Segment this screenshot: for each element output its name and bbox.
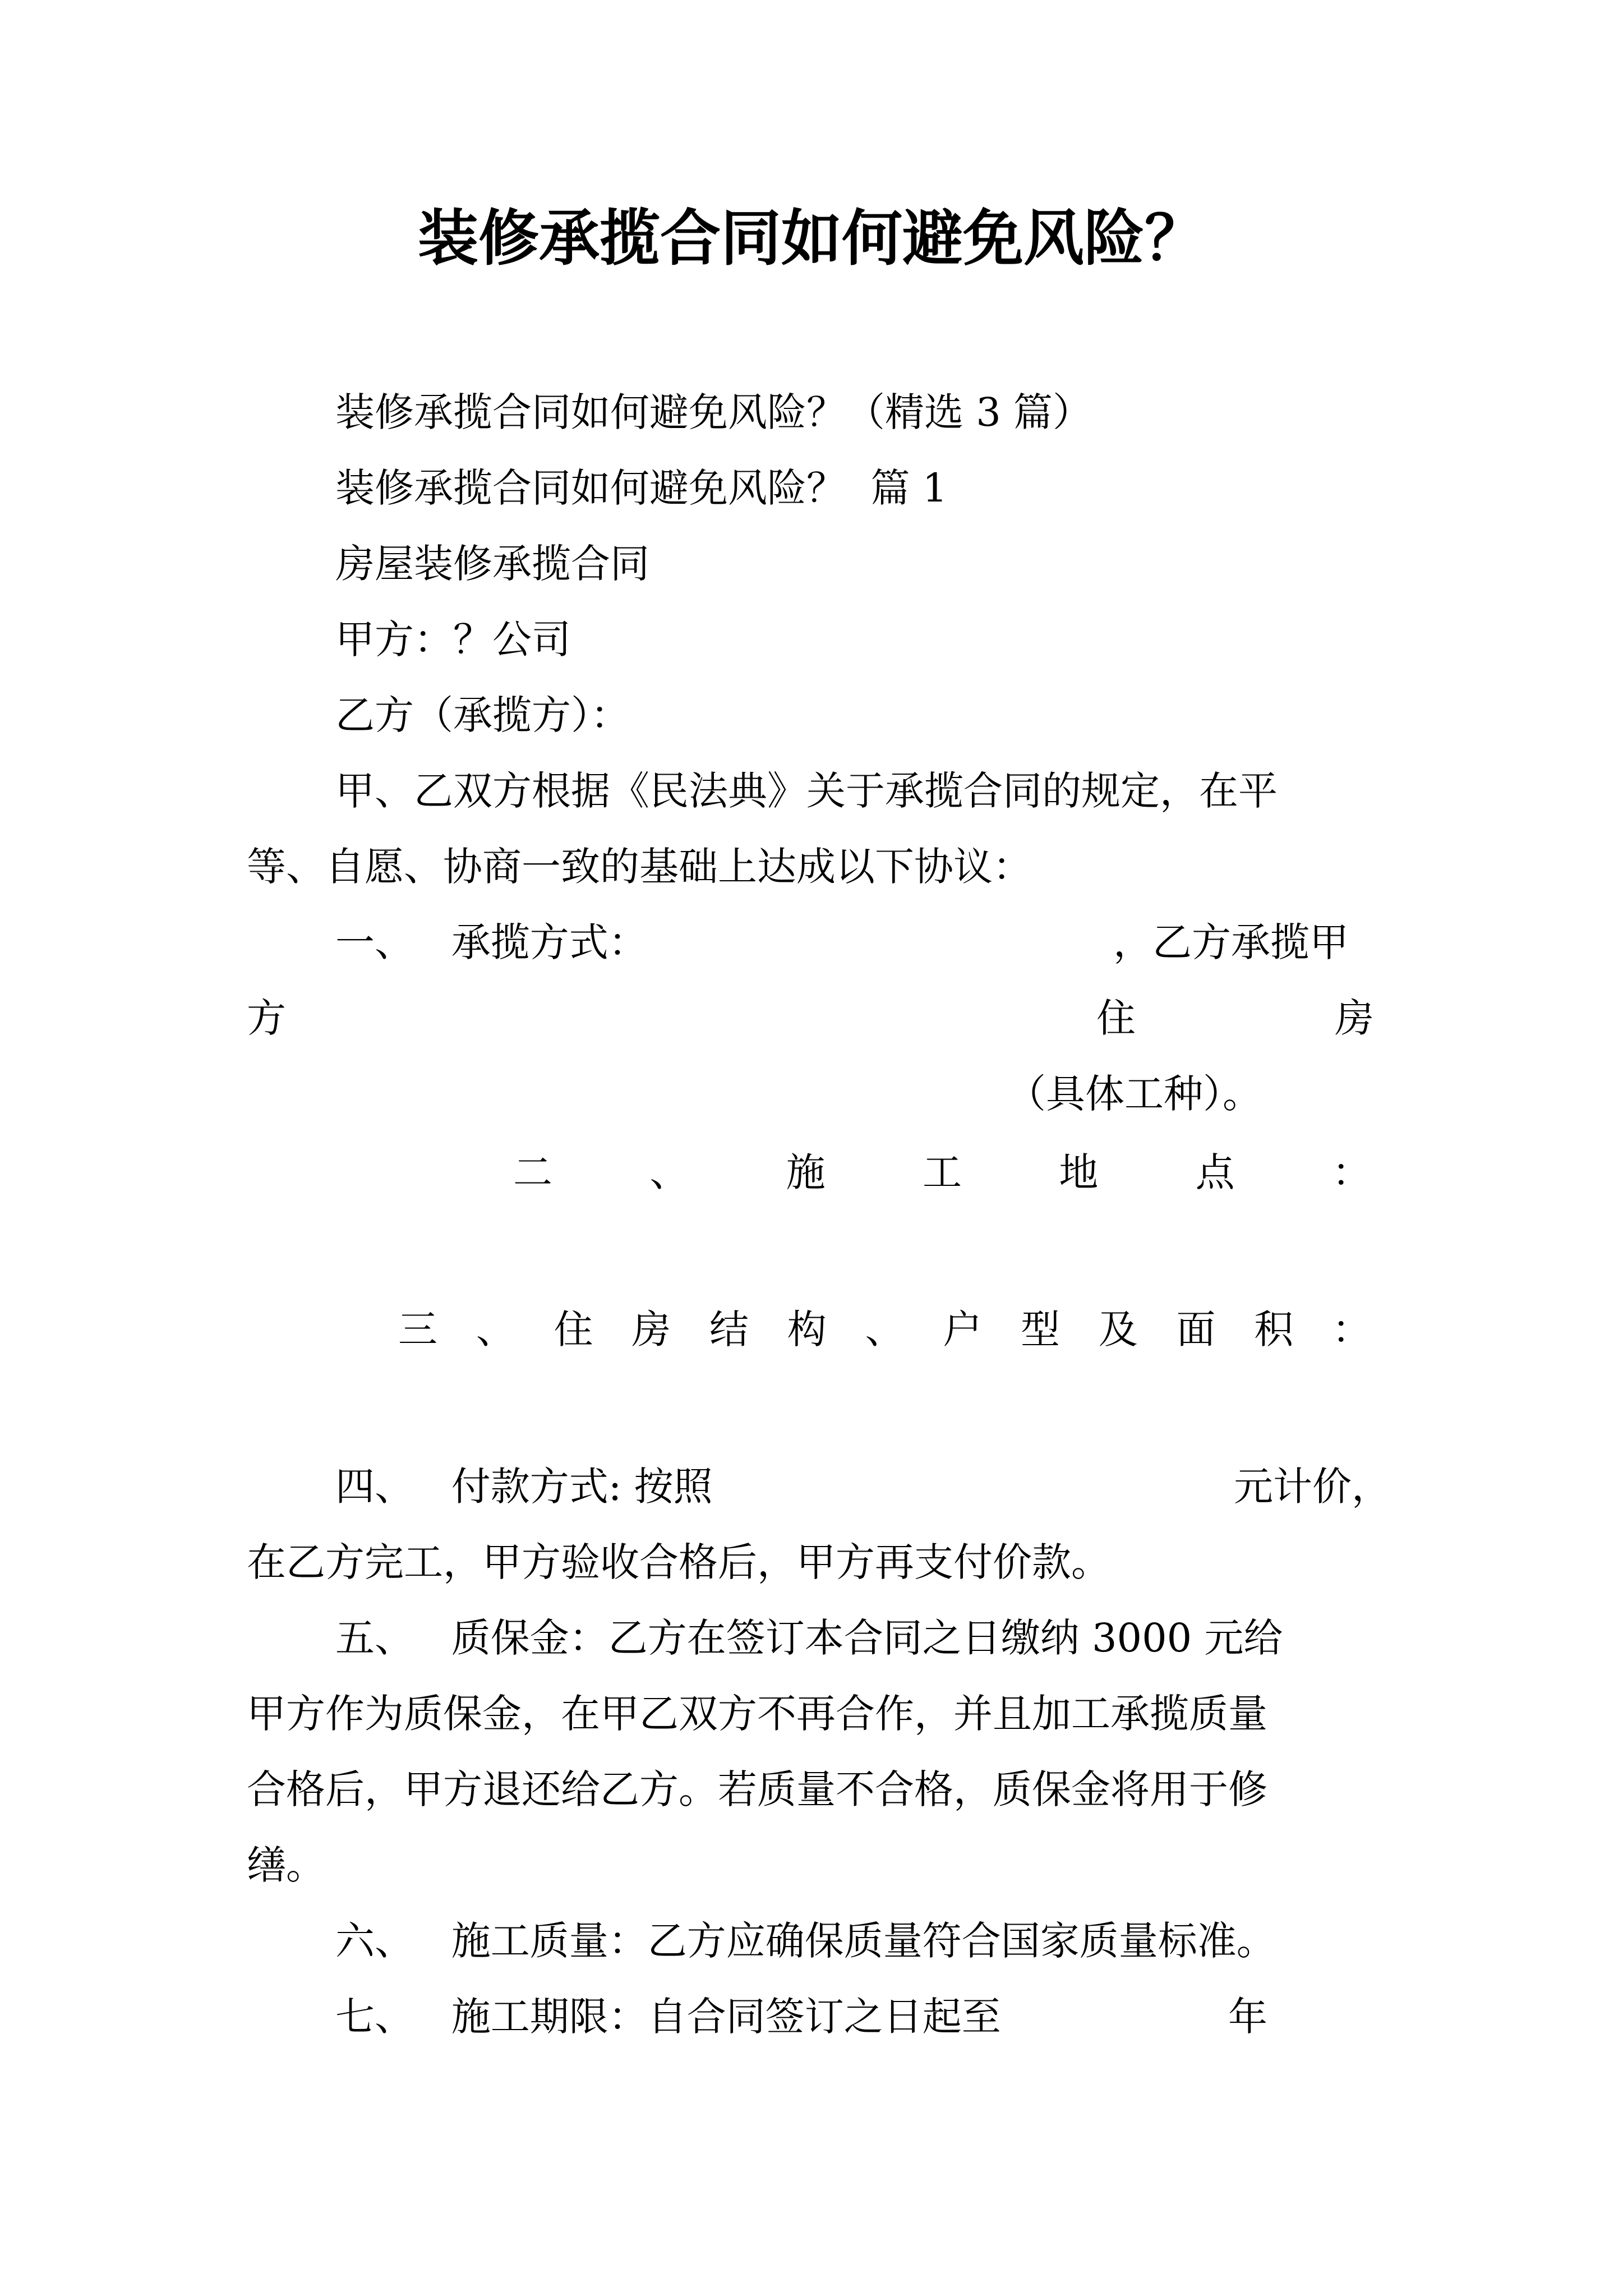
clause-7-year: 年 — [1228, 1994, 1267, 2040]
clause-1-line-2-start: 方 — [247, 995, 286, 1041]
clause-3-char: 、 — [865, 1306, 905, 1352]
clause-6: 六、 施工质量：乙方应确保质量符合国家质量标准。 — [335, 1918, 1276, 1964]
clause-2-char: 二 — [513, 1149, 552, 1195]
clause-1-label: 一、 承揽方式： — [335, 919, 648, 965]
clause-3-char: 、 — [476, 1306, 515, 1352]
clause-5-line-3: 合格后，甲方退还给乙方。若质量不合格，质保金将用于修 — [247, 1766, 1267, 1812]
clause-5-line-1: 五、 质保金：乙方在签订本合同之日缴纳 3000 元给 — [335, 1615, 1283, 1661]
clause-2-char: 点 — [1195, 1149, 1235, 1195]
clause-2-char: 、 — [649, 1149, 689, 1195]
clause-3-char: 型 — [1021, 1306, 1060, 1352]
clause-3-char: 住 — [554, 1306, 593, 1352]
article-heading: 装修承揽合同如何避免风险？ 篇 1 — [335, 465, 948, 511]
clause-3-char: 房 — [631, 1306, 671, 1352]
clause-2-site — [513, 1144, 1371, 1200]
subtitle-selected: 装修承揽合同如何避免风险？（精选 3 篇） — [335, 389, 1092, 435]
clause-1-line-2-mid: 住 — [1096, 995, 1136, 1041]
clause-3-char: 积 — [1254, 1306, 1294, 1352]
preamble-line-2: 等、自愿、协商一致的基础上达成以下协议： — [247, 844, 1032, 890]
party-a: 甲方：？公司 — [335, 616, 571, 662]
clause-4-label: 四、 付款方式: 按照 — [335, 1464, 713, 1510]
clause-4-line-2: 在乙方完工，甲方验收合格后，甲方再支付价款。 — [247, 1539, 1110, 1585]
clause-3-char: ： — [1332, 1306, 1371, 1352]
clause-1-tail: ，乙方承揽甲 — [1113, 919, 1349, 965]
clause-3-char: 构 — [787, 1306, 827, 1352]
clause-3-char: 三 — [398, 1306, 437, 1352]
clause-3-char: 户 — [943, 1306, 983, 1352]
clause-2-char: 工 — [922, 1149, 962, 1195]
clause-1-line-2-end: 房 — [1335, 995, 1374, 1041]
clause-1-work-type: （具体工种）。 — [1007, 1071, 1262, 1117]
clause-3-char: 及 — [1098, 1306, 1138, 1352]
clause-4-tail: 元计价， — [1234, 1464, 1391, 1510]
clause-5-line-2: 甲方作为质保金，在甲乙双方不再合作，并且加工承揽质量 — [247, 1691, 1267, 1737]
clause-3-char: 面 — [1176, 1306, 1216, 1352]
clause-3-structure — [398, 1301, 1371, 1358]
clause-2-char: ： — [1331, 1149, 1371, 1195]
page-title: 装修承揽合同如何避免风险？ — [417, 203, 1205, 274]
clause-5-line-4: 缮。 — [247, 1842, 325, 1888]
preamble-line-1: 甲、乙双方根据《民法典》关于承揽合同的规定，在平 — [335, 768, 1278, 814]
clause-2-char: 地 — [1059, 1149, 1099, 1195]
party-b: 乙方（承揽方）： — [335, 692, 630, 738]
clause-2-char: 施 — [786, 1149, 826, 1195]
clause-7-label: 七、 施工期限：自合同签订之日起至 — [335, 1994, 1001, 2040]
contract-title: 房屋装修承揽合同 — [335, 541, 649, 587]
clause-3-char: 结 — [709, 1306, 749, 1352]
